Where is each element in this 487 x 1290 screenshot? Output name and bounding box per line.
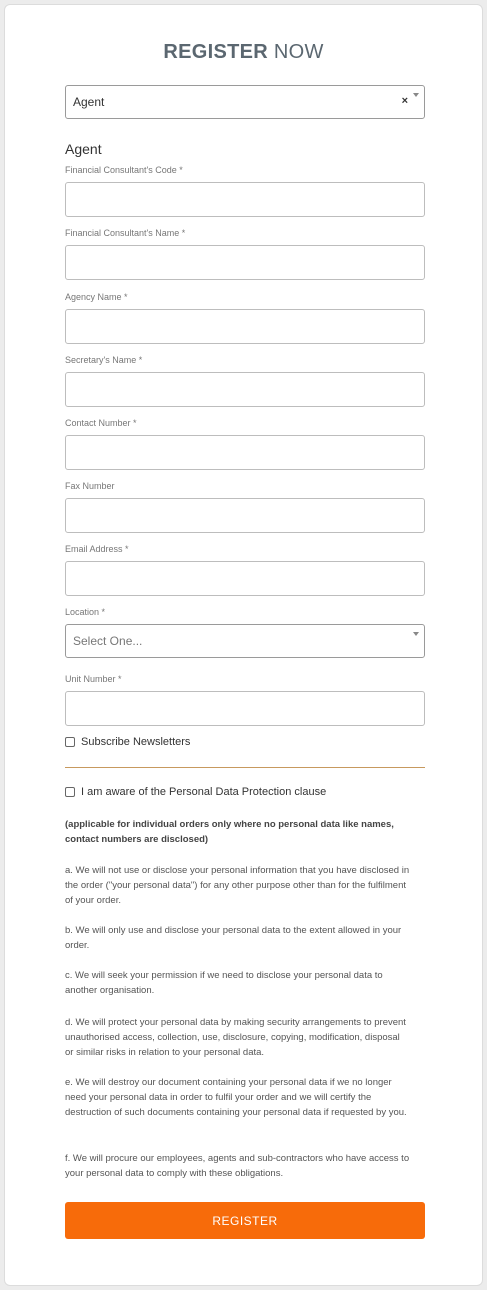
fax-number-input[interactable] [65, 498, 425, 533]
page-title [5, 41, 482, 64]
pdp-label[interactable]: I am aware of the Personal Data Protection clause [81, 786, 327, 798]
pdp-row[interactable] [65, 786, 326, 798]
section-heading: Agent [65, 141, 102, 157]
pdp-clause-d: d. We will protect your personal data by making security arrangements to prevent unauthorised access, collection, use, disclosure, copying, modification, disposal or similar risks in relation to your personal data. [65, 1017, 406, 1058]
location-label: Location * [65, 607, 106, 617]
registration-type-value: Agent [73, 95, 105, 109]
pdp-clause-f: f. We will procure our employees, agents and sub-contractors who have access to your personal data to comply with these obligations. [65, 1153, 410, 1179]
secretary-name-label: Secretary's Name * [65, 355, 143, 365]
agency-name-label: Agency Name * [65, 292, 128, 302]
fax-number-label: Fax Number [65, 481, 115, 491]
agency-name-input[interactable] [65, 309, 425, 344]
fc-name-label: Financial Consultant's Name * [65, 228, 186, 238]
location-placeholder: Select One... [73, 634, 143, 648]
contact-number-input[interactable] [65, 435, 425, 470]
chevron-down-icon[interactable] [413, 93, 419, 97]
register-form-card [4, 4, 483, 1286]
title-strong: REGISTER [163, 41, 268, 63]
email-input[interactable] [65, 561, 425, 596]
fc-code-input[interactable] [65, 182, 425, 217]
pdp-intro: (applicable for individual orders only where no personal data like names, contact numbers are disclosed) [65, 819, 394, 845]
pdp-clause-c: c. We will seek your permission if we need to disclose your personal data to another organisation. [65, 970, 383, 996]
unit-number-input[interactable] [65, 691, 425, 726]
register-button[interactable]: REGISTER [65, 1202, 425, 1239]
fc-code-label: Financial Consultant's Code * [65, 165, 183, 175]
contact-number-label: Contact Number * [65, 418, 137, 428]
chevron-down-icon[interactable] [413, 632, 419, 636]
title-light: NOW [273, 41, 324, 63]
pdp-clause-a: a. We will not use or disclose your personal information that you have disclosed in the order ("your personal data") for any other purpose other than for the fulfilment of your order. [65, 865, 410, 906]
location-select[interactable] [65, 624, 425, 658]
registration-type-select[interactable] [65, 85, 425, 119]
fc-name-input[interactable] [65, 245, 425, 280]
pdp-clause-e: e. We will destroy our document containing your personal data if we no longer need your personal data in order to fulfil your order and we will certify the destruction of such documents containing your personal data if requested by you. [65, 1077, 407, 1118]
subscribe-checkbox[interactable] [65, 737, 75, 747]
pdp-clause-b: b. We will only use and disclose your personal data to the extent allowed in your order. [65, 925, 402, 951]
unit-number-label: Unit Number * [65, 674, 122, 684]
pdp-checkbox[interactable] [65, 787, 75, 797]
clear-selection-icon[interactable]: × [401, 95, 408, 107]
subscribe-row[interactable] [65, 736, 190, 748]
divider [65, 767, 425, 768]
subscribe-label[interactable]: Subscribe Newsletters [81, 736, 191, 748]
secretary-name-input[interactable] [65, 372, 425, 407]
email-label: Email Address * [65, 544, 129, 554]
